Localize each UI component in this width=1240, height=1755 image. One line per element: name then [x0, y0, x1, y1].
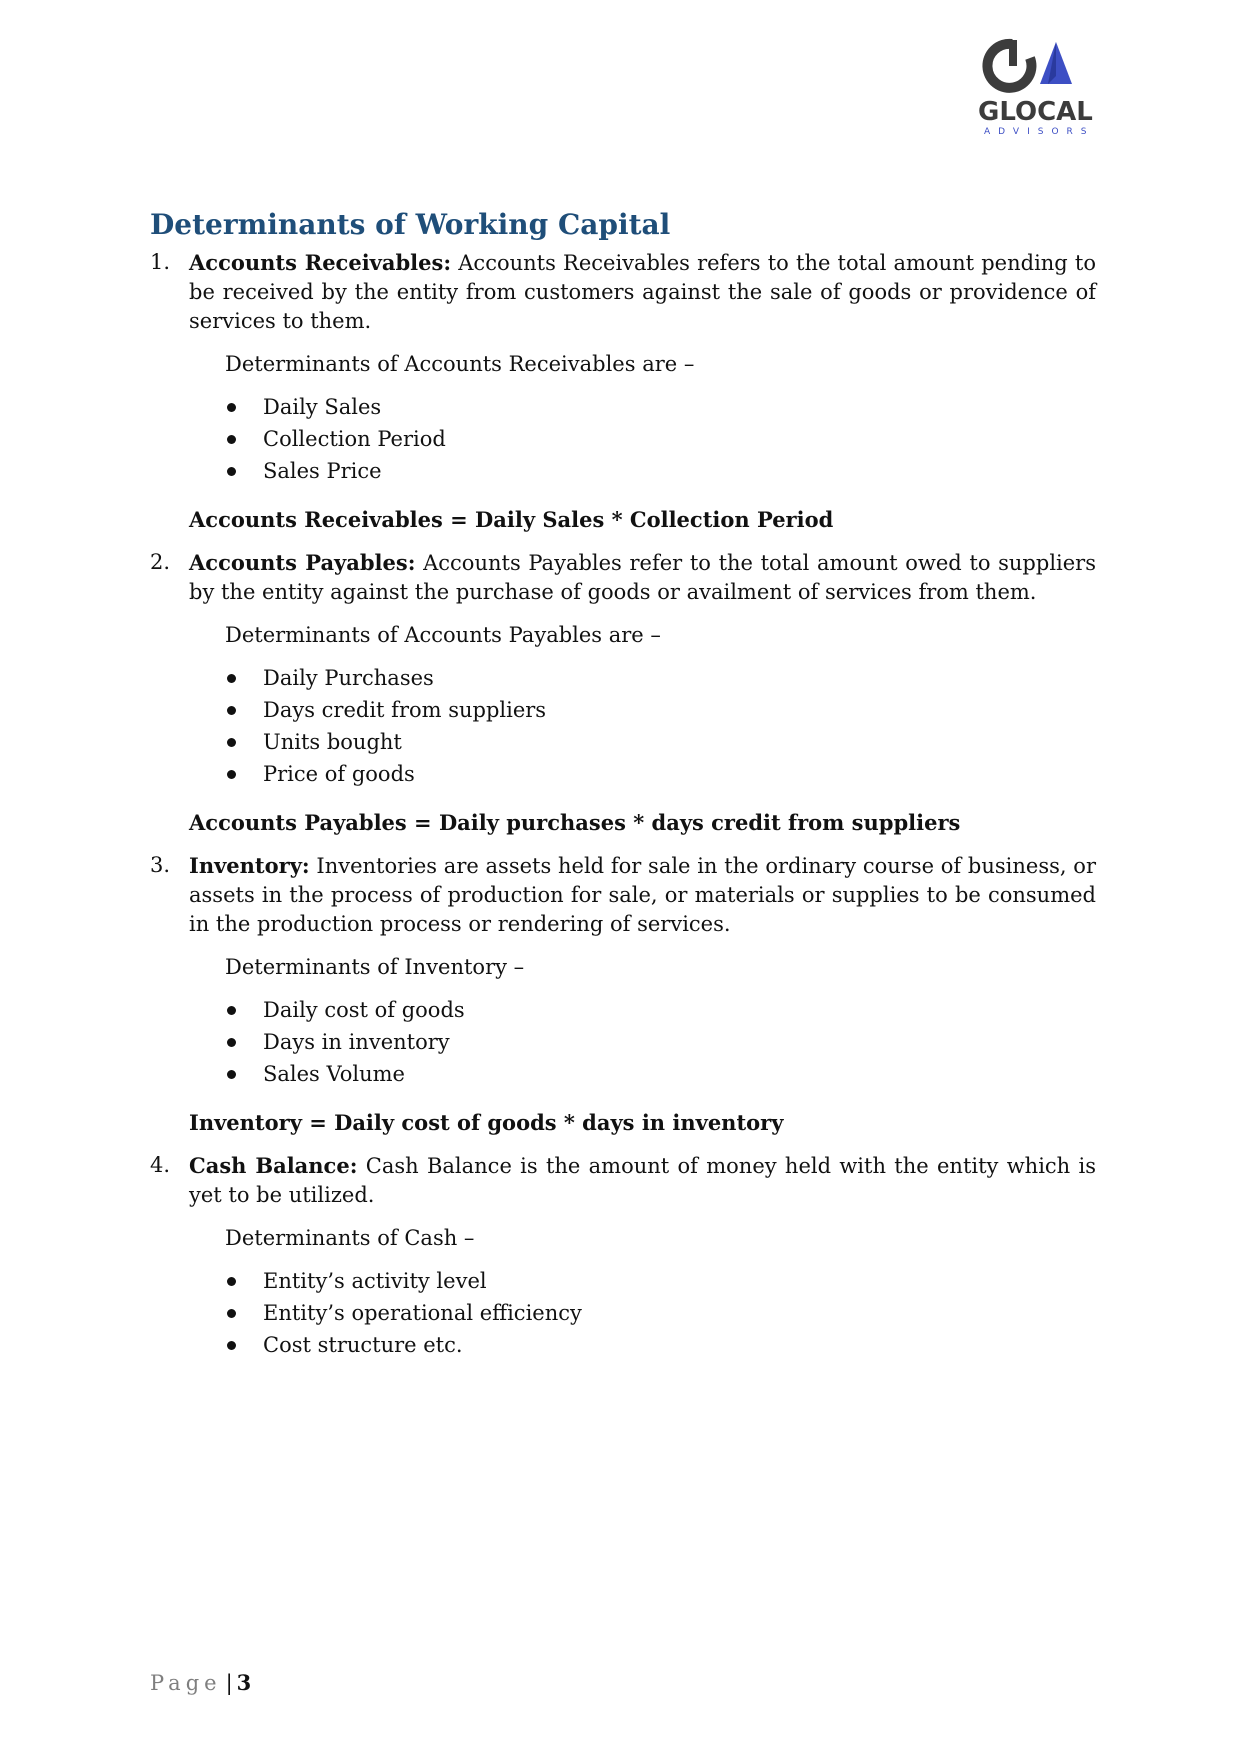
section-term: Cash Balance:: [189, 1153, 358, 1178]
list-item: [189, 1265, 1096, 1297]
bullet-icon: [227, 1038, 236, 1047]
bullet-icon: [227, 770, 236, 779]
list-item-label: Units bought: [263, 730, 402, 754]
section-number: 3.: [150, 853, 171, 877]
logo-wordmark: GLOCAL: [978, 97, 1093, 127]
logo-tagline: ADVISORS: [984, 127, 1095, 137]
section-paragraph: [189, 1151, 1096, 1210]
company-logo: [978, 38, 1095, 138]
page-heading: Determinants of Working Capital: [150, 208, 671, 241]
list-item-label: Cost structure etc.: [263, 1333, 463, 1357]
list-item: [189, 1329, 1096, 1361]
bullet-icon: [227, 738, 236, 747]
determinants-intro: Determinants of Accounts Payables are –: [225, 623, 661, 647]
list-item: [189, 758, 1096, 790]
section-term: Accounts Receivables:: [189, 250, 452, 275]
section-description: Accounts Receivables refers to the total amount pending to be received by the entity from customers against the sale of goods or providence of services to them.: [189, 251, 1097, 333]
formula: Accounts Payables = Daily purchases * days credit from suppliers: [189, 810, 961, 835]
determinants-intro: Determinants of Accounts Receivables are –: [225, 352, 695, 376]
section-term: Accounts Payables:: [189, 550, 416, 575]
section-term: Inventory:: [189, 853, 310, 878]
section-paragraph: [189, 248, 1096, 336]
determinants-list: [189, 1265, 1096, 1361]
bullet-icon: [227, 706, 236, 715]
section-number: 2.: [150, 550, 171, 574]
list-item-label: Daily Purchases: [263, 666, 434, 690]
list-item: [189, 391, 1096, 423]
list-item: [189, 1058, 1096, 1090]
glocal-logo-mark-icon: [978, 38, 1088, 98]
list-item: [189, 694, 1096, 726]
section-number: 1.: [150, 250, 171, 274]
bullet-icon: [227, 674, 236, 683]
bullet-icon: [227, 435, 236, 444]
section-item: [150, 548, 1096, 837]
determinants-list: [189, 994, 1096, 1090]
list-item: [189, 455, 1096, 487]
section-paragraph: [189, 851, 1096, 939]
section-paragraph: [189, 548, 1096, 607]
bullet-icon: [227, 1277, 236, 1286]
numbered-section: [150, 248, 1096, 534]
section-description: Accounts Payables refer to the total amount owed to suppliers by the entity against the purchase of goods or availment of services from them.: [189, 551, 1096, 604]
bullet-icon: [227, 1070, 236, 1079]
section-item: [150, 1151, 1096, 1361]
section-number: 4.: [150, 1153, 171, 1177]
section-description: Cash Balance is the amount of money held with the entity which is yet to be utilized.: [189, 1154, 1096, 1207]
bullet-icon: [227, 1006, 236, 1015]
page-footer: [150, 1670, 251, 1695]
section-item: [150, 851, 1096, 1137]
list-item: [189, 1297, 1096, 1329]
list-item: [189, 662, 1096, 694]
list-item-label: Entity’s operational efficiency: [263, 1301, 582, 1325]
sections-list: [150, 248, 1096, 1361]
list-item: [189, 994, 1096, 1026]
list-item-label: Days in inventory: [263, 1030, 450, 1054]
list-item-label: Sales Volume: [263, 1062, 405, 1086]
determinants-intro: Determinants of Cash –: [225, 1226, 475, 1250]
list-item-label: Collection Period: [263, 427, 446, 451]
determinants-list: [189, 662, 1096, 790]
bullet-icon: [227, 1341, 236, 1350]
determinants-intro: Determinants of Inventory –: [225, 955, 525, 979]
list-item-label: Price of goods: [263, 762, 415, 786]
section-item: [150, 248, 1096, 534]
section-description: Inventories are assets held for sale in the ordinary course of business, or assets in the process of production for sale, or materials or supplies to be consumed in the production process or rendering of services.: [189, 854, 1096, 936]
list-item: [189, 1026, 1096, 1058]
list-item-label: Sales Price: [263, 459, 382, 483]
numbered-section: [150, 548, 1096, 837]
numbered-section: [150, 851, 1096, 1137]
bullet-icon: [227, 403, 236, 412]
document-body: [150, 208, 1096, 1361]
list-item-label: Days credit from suppliers: [263, 698, 547, 722]
numbered-section: [150, 1151, 1096, 1361]
determinants-list: [189, 391, 1096, 487]
list-item: [189, 726, 1096, 758]
list-item: [189, 423, 1096, 455]
footer-separator: |: [225, 1671, 233, 1695]
list-item-label: Daily Sales: [263, 395, 382, 419]
list-item-label: Entity’s activity level: [263, 1269, 487, 1293]
footer-page-label: Page: [150, 1671, 222, 1695]
footer-page-number: 3: [236, 1670, 252, 1695]
bullet-icon: [227, 467, 236, 476]
list-item-label: Daily cost of goods: [263, 998, 465, 1022]
formula: Accounts Receivables = Daily Sales * Collection Period: [189, 507, 834, 532]
bullet-icon: [227, 1309, 236, 1318]
formula: Inventory = Daily cost of goods * days in inventory: [189, 1110, 784, 1135]
